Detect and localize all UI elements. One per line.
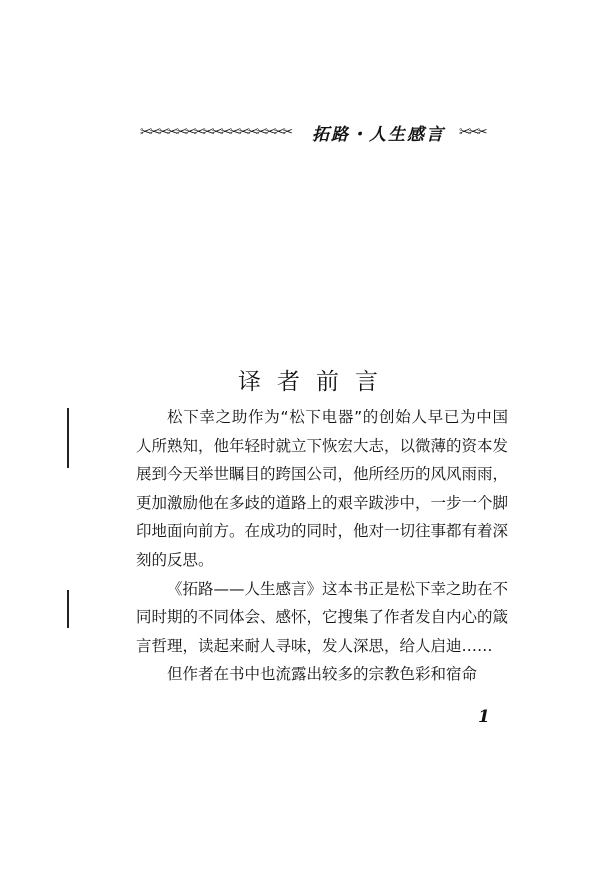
- paragraph: 松下幸之助作为“松下电器”的创始人早已为中国人所熟知，他年轻时就立下恢宏大志，以微薄的资本发展到今天举世瞩目的跨国公司，他所经历的风风雨雨，更加激励他在多歧的道路上的艰辛跋涉中，一步一个脚印地面向前方。在成功的同时，他对一切往事都有着深刻的反思。: [136, 408, 509, 569]
- body-text: [136, 403, 508, 689]
- page-number: 1: [478, 707, 490, 727]
- paragraph: 《拓路——人生感言》这本书正是松下幸之助在不同时期的不同体会、感怀，它搜集了作者发自内心的箴言哲理，读起来耐人寻味，发人深思，给人启迪……: [136, 579, 509, 655]
- header-ornament-right: ✂✂✂: [459, 124, 486, 140]
- paragraph: 但作者在书中也流露出较多的宗教色彩和宿命: [167, 665, 478, 684]
- margin-bar: [67, 590, 69, 628]
- header-title: 拓路・人生感言: [312, 124, 445, 145]
- header-ornament-left: ✂✂✂✂✂✂✂✂✂✂✂✂✂✂✂✂✂: [140, 124, 292, 140]
- margin-bar: [67, 408, 69, 468]
- running-header: [140, 118, 520, 146]
- chapter-title: 译者前言: [238, 369, 394, 396]
